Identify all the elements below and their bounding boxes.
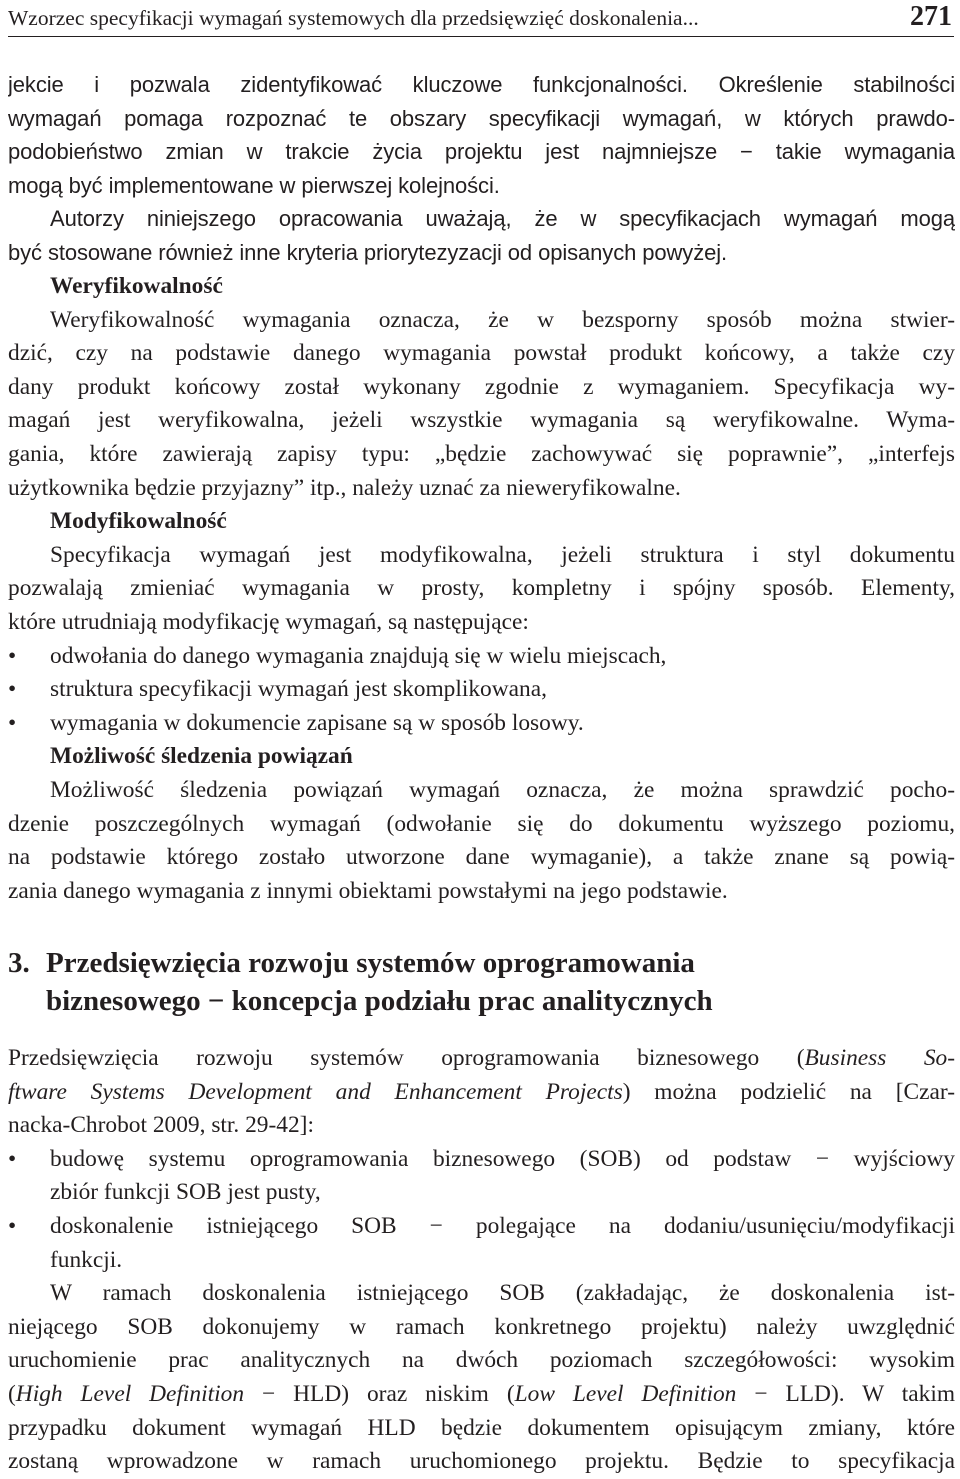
modifiability-heading: Modyfikowalność bbox=[50, 508, 227, 535]
text-line: nacka-Chrobot 2009, str. 29-42]: bbox=[8, 1112, 314, 1139]
text-line: Autorzy niniejszego opracowania uważają, że w specyfikacjach wymagań mogą bbox=[50, 206, 955, 232]
traceability-heading: Możliwość śledzenia powiązań bbox=[50, 743, 353, 770]
text-line: na podstawie którego zostało utworzone dane wymaganie), a także znane są powią- bbox=[8, 844, 955, 871]
text-line: pozwalają zmieniać wymagania w prosty, kompletny i spójny sposób. Elementy, bbox=[8, 575, 955, 602]
text-line: które utrudniają modyfikację wymagań, są następujące: bbox=[8, 608, 529, 635]
text-line: dany produkt końcowy został wykonany zgodnie z wymaganiem. Specyfikacja wy- bbox=[8, 373, 955, 400]
list-item: • budowę systemu oprogramowania biznesowego (SOB) od podstaw − wyjściowy bbox=[8, 1143, 955, 1177]
text-line: jekcie i pozwala zidentyfikować kluczowe funkcjonalności. Określenie stabilności bbox=[8, 72, 955, 97]
stability-text-block bbox=[8, 68, 955, 270]
text-line: dzić, czy na podstawie danego wymagania powstał produkt końcowy, a także czy bbox=[8, 340, 955, 367]
text-line: być stosowane również inne kryteria priorytezyzacji od opisanych powyżej. bbox=[8, 239, 728, 265]
text-line: przypadku dokument wymagań HLD będzie dokumentem opisującym zmiany, które bbox=[8, 1414, 955, 1441]
page-number: 271 bbox=[910, 1, 952, 32]
list-item-continuation: funkcji. bbox=[50, 1246, 123, 1273]
text-line: magań jest weryfikowalna, jeżeli wszystkie wymagania są weryfikowalne. Wyma- bbox=[8, 407, 955, 434]
text-line: użytkownika będzie przyjazny” itp., należy uznać za nieweryfikowalne. bbox=[8, 474, 681, 501]
text-line: zostaną wprowadzone w ramach uruchomionego projektu. Będzie to specyfikacja bbox=[8, 1448, 955, 1475]
text-line: uruchomienie prac analitycznych na dwóch poziomach szczegółowości: wysokim bbox=[8, 1347, 955, 1374]
section-body bbox=[8, 1042, 955, 1479]
text-line: wymagań pomaga rozpoznać te obszary specyfikacji wymagań, w których prawdo- bbox=[8, 105, 955, 131]
text-line: Przedsięwzięcia rozwoju systemów oprogramowania biznesowego (Business So- bbox=[8, 1045, 955, 1071]
list-item: • doskonalenie istniejącego SOB − polegające na dodaniu/usunięciu/modyfikacji bbox=[8, 1210, 955, 1244]
section-number: 3. bbox=[8, 947, 30, 979]
text-line: podobieństwo zmian w trakcie życia projektu jest najmniejsze − takie wymagania bbox=[8, 139, 955, 165]
text-line: ftware Systems Development and Enhancement Projects) można podzielić na [Czar- bbox=[8, 1078, 955, 1105]
list-item-continuation: zbiór funkcji SOB jest pusty, bbox=[50, 1179, 321, 1206]
verifiability-heading: Weryfikowalność bbox=[50, 273, 223, 299]
text-line: Specyfikacja wymagań jest modyfikowalna, jeżeli struktura i styl dokumentu bbox=[50, 541, 955, 568]
text-line: gania, które zawierają zapisy typu: „będzie zachowywać się poprawnie”, „interfejs bbox=[8, 440, 955, 467]
running-header bbox=[8, 2, 954, 37]
section-title bbox=[8, 944, 948, 1020]
text-line: W ramach doskonalenia istniejącego SOB (zakładając, że doskonalenia ist- bbox=[50, 1280, 955, 1307]
text-line: Możliwość śledzenia powiązań wymagań oznacza, że można sprawdzić pocho- bbox=[50, 776, 955, 803]
section-title-line: Przedsięwzięcia rozwoju systemów oprogramowania bbox=[46, 947, 695, 979]
text-line: (High Level Definition − HLD) oraz niskim (Low Level Definition − LLD). W takim bbox=[8, 1380, 955, 1407]
list-item: • odwołania do danego wymagania znajdują się w wielu miejscach, bbox=[8, 640, 955, 674]
verifiability-section bbox=[8, 270, 955, 908]
text-line: Weryfikowalność wymagania oznacza, że w bezsporny sposób można stwier- bbox=[50, 306, 955, 333]
section-title-line: biznesowego − koncepcja podziału prac analitycznych bbox=[46, 985, 713, 1017]
running-title: Wzorzec specyfikacji wymagań systemowych dla przedsięwzięć doskonalenia... bbox=[8, 6, 699, 30]
text-line: mogą być implementowane w pierwszej kolejności. bbox=[8, 172, 500, 198]
text-line: zania danego wymagania z innymi obiektami powstałymi na jego podstawie. bbox=[8, 877, 728, 904]
text-line: dzenie poszczególnych wymagań (odwołanie się do dokumentu wyższego poziomu, bbox=[8, 810, 955, 837]
text-line: niejącego SOB dokonujemy w ramach konkretnego projektu) należy uwzględnić bbox=[8, 1313, 955, 1340]
list-item: • wymagania w dokumencie zapisane są w sposób losowy. bbox=[8, 707, 955, 741]
list-item: • struktura specyfikacji wymagań jest skomplikowana, bbox=[8, 673, 955, 707]
